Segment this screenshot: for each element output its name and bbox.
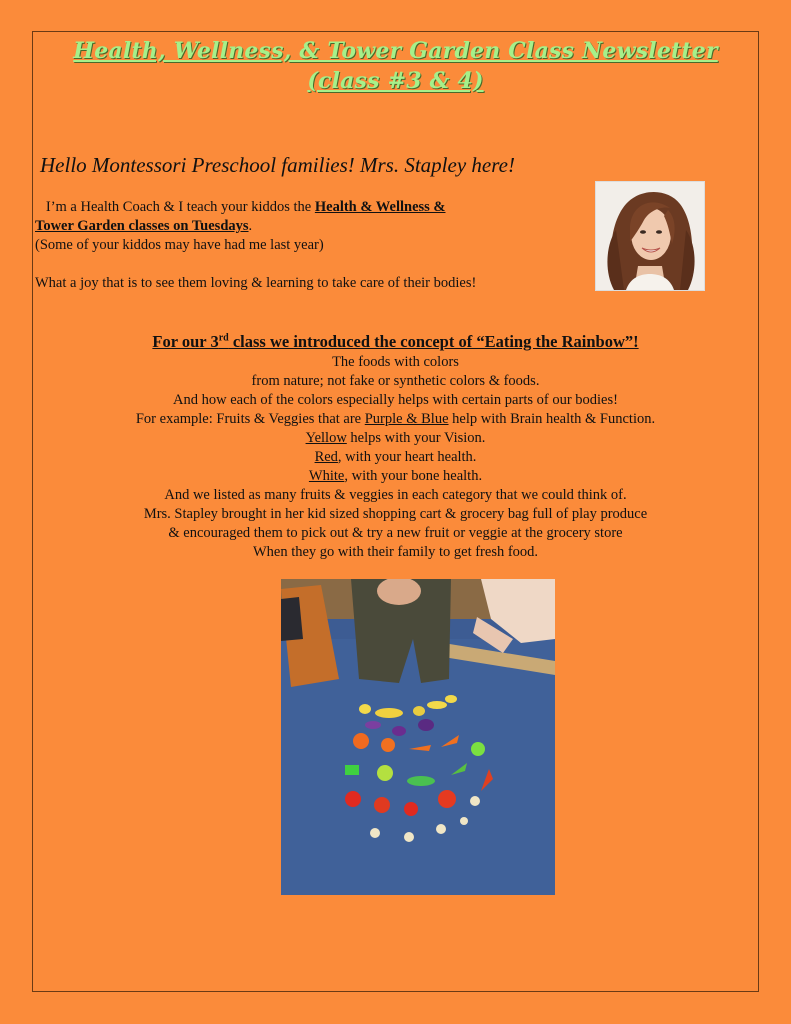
intro-line1-bold: Health & Wellness & [314, 199, 446, 215]
body-line [32, 410, 759, 429]
body-line: & encouraged them to pick out & try a new fruit or veggie at the grocery store [168, 525, 623, 541]
body-text: For example: Fruits & Veggies that are [135, 411, 365, 427]
intro-text [35, 198, 555, 293]
body-line [32, 448, 759, 467]
class-activity-photo [281, 579, 555, 895]
body-line: And we listed as many fruits & veggies in each category that we could think of. [164, 487, 627, 503]
body-text: helps with your Vision. [346, 430, 486, 446]
body-line: Mrs. Stapley brought in her kid sized shopping cart & grocery bag full of play produce [143, 506, 648, 522]
purple-blue-term: Purple & Blue [364, 411, 449, 427]
body-text: , with your heart health. [337, 449, 477, 465]
red-term: Red [314, 449, 338, 465]
body-line: from nature; not fake or synthetic colors & foods. [251, 373, 540, 389]
body-line [32, 429, 759, 448]
intro-line1-text: I’m a Health Coach & I teach your kiddos the [45, 199, 315, 215]
newsletter-title [32, 36, 759, 96]
greeting: Hello Montessori Preschool families! Mrs. Stapley here! [40, 153, 515, 177]
teacher-portrait [595, 181, 705, 291]
intro-line4: What a joy that is to see them loving & learning to take care of their bodies! [35, 275, 477, 291]
section-body [32, 353, 759, 562]
white-term: White [308, 468, 345, 484]
body-text: , with your bone health. [344, 468, 483, 484]
title-line-2: (class #3 & 4) [307, 68, 484, 94]
body-line: The foods with colors [332, 354, 459, 370]
body-text: help with Brain health & Function. [448, 411, 656, 427]
body-line: When they go with their family to get fresh food. [252, 544, 539, 560]
title-line-1: Health, Wellness, & Tower Garden Class Newsletter [73, 38, 718, 64]
intro-line2-post: . [248, 218, 253, 234]
section-heading [32, 332, 759, 352]
section-heading-pre: For our 3 [152, 332, 219, 351]
intro-line2-bold: Tower Garden classes on Tuesdays [35, 218, 249, 234]
section-heading-post: class we introduced the concept of “Eating the Rainbow”! [228, 332, 639, 351]
intro-line3: (Some of your kiddos may have had me last year) [35, 237, 324, 253]
section-heading-sup: rd [218, 332, 229, 344]
body-line [32, 467, 759, 486]
body-line: And how each of the colors especially helps with certain parts of our bodies! [173, 392, 618, 408]
yellow-term: Yellow [305, 430, 347, 446]
